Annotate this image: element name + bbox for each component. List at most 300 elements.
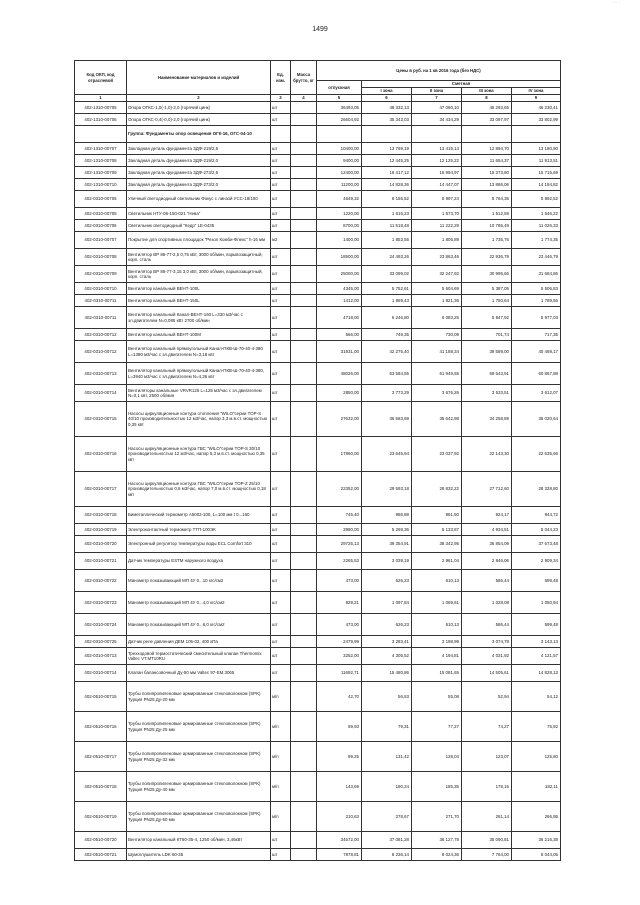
row-zone3-price: 52,94 [462,682,512,712]
row-code: 402-0310-00706 [75,220,127,232]
column-number: 3 [271,95,291,102]
row-name: Трубы полипропиленовые армированные стекловолокном (SPK) Турция PN25 Ду-40 мм [127,772,271,802]
row-mass [291,143,317,155]
table-row [75,167,561,179]
row-release-price: 99,25 [317,742,362,772]
row-code: 402-0310-00711 [75,307,127,329]
row-zone4-price: 14 194,82 [512,179,561,191]
row-code: 402-0310-00714 [75,665,127,682]
row-mass [291,232,317,249]
row-code: 402-1310-00706 [75,114,127,126]
row-zone4-price: 1 050,94 [512,592,561,614]
row-zone3-price: 12 894,70 [462,143,512,155]
row-release-price: 473,00 [317,570,362,592]
row-mass [291,307,317,329]
row-zone4-price: 4 121,57 [512,648,561,665]
row-zone3-price: 33 097,97 [462,114,512,126]
row-name: Закладная деталь фундамента ЗДФ-219/2,0 [127,155,271,167]
row-release-price: 26604,92 [317,114,362,126]
row-zone2-price: 1 573,70 [412,208,462,220]
row-zone1-price: 56,53 [362,682,412,712]
row-name: Закладная деталь фундамента ЗДФ-219/2,5 [127,143,271,155]
row-zone2-price: 3 676,26 [412,385,462,402]
table-row [75,472,561,507]
row-zone4-price: 40 469,17 [512,341,561,363]
row-zone1-price: 37 081,28 [362,832,412,849]
row-zone2-price: 730,09 [412,329,462,341]
row-release-price: 10400,00 [317,143,362,155]
row-zone1-price: 63 584,55 [362,363,412,385]
row-zone1-price: 626,23 [362,570,412,592]
row-unit: шт [271,307,291,329]
row-zone3-price: 4 031,92 [462,648,512,665]
row-release-price: 9400,00 [317,155,362,167]
row-zone3-price: 2 846,06 [462,553,512,570]
row-zone2-price: 32 247,92 [412,266,462,283]
row-release-price: 31931,00 [317,341,362,363]
row-zone3-price: 59 543,91 [462,363,512,385]
row-name: Группа: Фундаменты опор освещения ОГК-16, ОГС-04-10 [127,126,271,143]
row-code: 402-0510-00718 [75,772,127,802]
row-zone4-price: 717,35 [512,329,561,341]
row-zone1-price: 6 246,80 [362,307,412,329]
table-row [75,266,561,283]
row-name: Клапан балансовочный Ду-50 мм Valtec 97-ЕМ.3065 [127,665,271,682]
row-release-price: 473,00 [317,614,362,636]
row-code: 402-1310-00705 [75,102,127,114]
row-unit: шт [271,143,291,155]
row-zone3-price: 13 886,06 [462,179,512,191]
row-zone2-price: 8 024,36 [412,849,462,861]
row-unit: шт [271,849,291,861]
row-zone3-price: 39 589,00 [462,341,512,363]
row-zone3-price: 586,44 [462,614,512,636]
row-release-price: 4649,32 [317,191,362,208]
row-code: 402-1310-00710 [75,179,127,191]
row-zone4-price: 11 026,33 [512,220,561,232]
row-unit: шт [271,179,291,191]
row-release-price: 59,93 [317,712,362,742]
row-name: Закладная деталь фундамента ЗДФ-273/2,5 [127,167,271,179]
row-zone1-price [362,126,412,143]
table-row [75,665,561,682]
row-zone3-price: 34 258,89 [462,402,512,437]
table-row [75,143,561,155]
column-number: 2 [127,95,271,102]
row-zone3-price: 178,15 [462,772,512,802]
row-zone1-price: 626,23 [362,614,412,636]
row-zone2-price: 2 961,04 [412,553,462,570]
row-zone2-price: 271,70 [412,802,462,832]
row-name: Вентилятор канальный прямоугольный Канал-ПКВ-Ш-70-40-4-380, L=3940 м3/час с эл.двигателем N=4,36 квт [127,363,271,385]
row-mass [291,102,317,114]
row-code: 402-0510-00721 [75,849,127,861]
row-zone3-price: 1 028,08 [462,592,512,614]
row-zone4-price [512,126,561,143]
row-unit: шт [271,507,291,524]
row-zone3-price: 1 735,76 [462,232,512,249]
row-zone3-price: 27 712,60 [462,472,512,507]
row-zone2-price: 14 447,07 [412,179,462,191]
row-zone4-price: 23 446,79 [512,249,561,266]
row-mass [291,553,317,570]
row-zone4-price: 5 977,03 [512,307,561,329]
row-zone1-price: 1 869,43 [362,295,412,307]
table-row [75,772,561,802]
row-unit: м/п [271,772,291,802]
row-code: 402-0310-00707 [75,232,127,249]
header-zone-2: II зона [412,88,462,95]
row-zone4-price: 28 328,80 [512,472,561,507]
header-estimate: Сметная [362,81,561,88]
row-mass [291,524,317,536]
row-zone3-price: 45 293,65 [462,102,512,114]
row-unit: шт [271,614,291,636]
row-zone2-price: 36 127,78 [412,832,462,849]
row-zone1-price: 12 445,25 [362,155,412,167]
row-unit: м/п [271,682,291,712]
row-name: Электронный регулятор температуры воды ECL Comfort 310 [127,536,271,553]
row-mass [291,592,317,614]
row-mass [291,363,317,385]
table-row [75,307,561,329]
row-zone2-price: 28 832,22 [412,472,462,507]
row-mass [291,329,317,341]
header-zone-3: III зона [462,88,512,95]
row-unit: шт [271,832,291,849]
table-row [75,648,561,665]
row-code: 402-0510-00716 [75,712,127,742]
header-name: Наименование материалов и изделий [127,61,271,95]
row-mass [291,472,317,507]
row-code: 402-0310-00719 [75,524,127,536]
table-row [75,507,561,524]
column-number: 8 [462,95,512,102]
table-row [75,363,561,385]
header-zone-4: IV зона [512,88,561,95]
corner-mark: · · · [612,0,620,6]
row-unit: шт [271,437,291,472]
row-zone4-price: 1 774,35 [512,232,561,249]
table-row [75,570,561,592]
row-name: Датчик реле давления ДЕМ 105-02, 400 кПа [127,636,271,648]
table-row [75,402,561,437]
row-zone2-price: 610,13 [412,614,462,636]
row-release-price: 2479,99 [317,636,362,648]
row-code: 402-0310-00709 [75,266,127,283]
row-zone3-price: 74,27 [462,712,512,742]
row-release-price: 4718,00 [317,307,362,329]
row-release-price: 3252,00 [317,648,362,665]
row-zone3-price: 1 750,64 [462,295,512,307]
row-name: Трубы полипропиленовые армированные стекловолокном (SPK) Турция PN25 Ду-50 мм [127,802,271,832]
row-zone2-price: 15 081,65 [412,665,462,682]
row-zone4-price: 33 802,99 [512,114,561,126]
row-release-price: 29725,13 [317,536,362,553]
row-unit: м/п [271,802,291,832]
row-zone2-price: 6 083,25 [412,307,462,329]
row-mass [291,802,317,832]
row-zone4-price: 5 044,23 [512,524,561,536]
row-zone1-price: 15 480,86 [362,665,412,682]
row-zone4-price: 35 020,64 [512,402,561,437]
page-number: 1499 [312,26,328,33]
row-unit: шт [271,283,291,295]
row-zone1-price: 48 332,13 [362,102,412,114]
row-release-price: 18500,00 [317,249,362,266]
row-code: 402-1310-00709 [75,167,127,179]
row-zone3-price: 30 995,66 [462,266,512,283]
header-mass: Масса брутто, кг [291,61,317,95]
table-row [75,220,561,232]
row-mass [291,283,317,295]
row-zone3-price: 924,17 [462,507,512,524]
row-zone2-price: 4 194,81 [412,648,462,665]
row-code: 402-0310-00717 [75,472,127,507]
row-name: Шумоглушитель LDK 60-35 [127,849,271,861]
row-unit: шт [271,648,291,665]
row-release-price: 25000,00 [317,266,362,283]
row-mass [291,570,317,592]
row-release-price: 2265,53 [317,553,362,570]
row-zone2-price: 961,50 [412,507,462,524]
row-code: 402-0310-00708 [75,249,127,266]
row-zone1-price: 35 343,03 [362,114,412,126]
row-name: Вентилятор канальный ВЕНТ-100М [127,329,271,341]
row-mass [291,682,317,712]
row-zone2-price: 55,08 [412,682,462,712]
row-name: Насосы циркуляционные контура отопления "WILO"серии TOP-S 40/10 производительностью 12 м3/час, напор 3,3 м.в.ст. мощностью 0,35 квт [127,402,271,437]
row-zone4-price: 36 216,38 [512,832,561,849]
row-release-price: 210,63 [317,802,362,832]
row-name: Вентилятор ВР 86-77-3,15 3,0 кВт, 3000 об/мин, взрывозащитный, корп. сталь [127,266,271,283]
row-unit: м/п [271,742,291,772]
row-zone4-price: 1 789,56 [512,295,561,307]
row-zone1-price: 79,31 [362,712,412,742]
row-mass [291,832,317,849]
row-mass [291,402,317,437]
row-zone2-price: 47 060,10 [412,102,462,114]
row-zone3-price: 22 936,79 [462,249,512,266]
row-zone1-price: 13 769,19 [362,143,412,155]
row-zone3-price: 14 505,61 [462,665,512,682]
row-unit: шт [271,220,291,232]
row-name: Вентилятор канальный ВЕНТ-100L [127,283,271,295]
table-row [75,126,561,143]
row-zone3-price: 3 074,78 [462,636,512,648]
table-row [75,232,561,249]
row-zone2-price: 128,04 [412,742,462,772]
row-zone3-price: 15 373,80 [462,167,512,179]
row-zone2-price: 185,35 [412,772,462,802]
row-code: 402-1310-00707 [75,143,127,155]
row-zone2-price: 34 434,29 [412,114,462,126]
row-mass [291,742,317,772]
row-unit [271,126,291,143]
row-release-price: 36493,05 [317,102,362,114]
row-release-price: 1412,00 [317,295,362,307]
row-zone4-price: 1 546,22 [512,208,561,220]
row-zone1-price: 278,67 [362,802,412,832]
row-zone4-price: 15 715,69 [512,167,561,179]
row-zone1-price: 42 275,40 [362,341,412,363]
row-zone4-price: 944,72 [512,507,561,524]
row-release-price: 12400,00 [317,167,362,179]
row-unit: шт [271,636,291,648]
row-code: 402-0310-00723 [75,592,127,614]
row-release-price: 4345,00 [317,283,362,295]
table-row [75,249,561,266]
row-zone2-price: 5 133,87 [412,524,462,536]
row-mass [291,614,317,636]
row-zone3-price: 22 143,30 [462,437,512,472]
row-release-price [317,126,362,143]
row-zone3-price: 261,14 [462,802,512,832]
row-name: Закладная деталь фундамента ЗДФ-273/2,0 [127,179,271,191]
row-zone2-price: 610,13 [412,570,462,592]
row-zone3-price: 10 786,49 [462,220,512,232]
row-mass [291,341,317,363]
row-name: Биметаллический термометр А5002-100, L=100 мм t 0...160 [127,507,271,524]
row-mass [291,507,317,524]
row-zone4-price: 2 909,34 [512,553,561,570]
row-name: Опора ОГКС-1,0(-1,0)-2,0 (горячий цинк) [127,102,271,114]
row-zone2-price [412,126,462,143]
row-mass [291,295,317,307]
row-zone3-price: 7 764,00 [462,849,512,861]
row-mass [291,772,317,802]
table-body [75,102,561,861]
row-unit: шт [271,102,291,114]
table-row [75,524,561,536]
row-zone3-price: 5 764,35 [462,191,512,208]
row-zone1-price: 39 354,91 [362,536,412,553]
table-row [75,329,561,341]
row-zone1-price: 1 097,84 [362,592,412,614]
row-zone3-price: 35 090,81 [462,832,512,849]
row-unit: шт [271,665,291,682]
row-zone4-price: 14 828,13 [512,665,561,682]
column-number: 5 [317,95,362,102]
table-row [75,155,561,167]
row-name: Вентилятор канальный ВЕНТ-150L [127,295,271,307]
row-zone4-price: 3 143,13 [512,636,561,648]
row-zone1-price: 1 853,55 [362,232,412,249]
row-zone2-price: 1 821,36 [412,295,462,307]
row-zone4-price: 22 635,66 [512,437,561,472]
row-name: Уличный светодиодный светильник Фокус с линзой УСС-18/100 [127,191,271,208]
row-unit: шт [271,363,291,385]
row-mass [291,636,317,648]
row-zone1-price: 131,42 [362,742,412,772]
row-zone4-price: 599,48 [512,614,561,636]
row-name: Вентилятор ВР 86-77-2,5 0,75 кВт, 3000 об/мин, взрывозащитный, корп. сталь [127,249,271,266]
row-zone1-price: 986,88 [362,507,412,524]
row-zone3-price: 5 847,92 [462,307,512,329]
row-code: 402-0310-00720 [75,536,127,553]
row-code: 402-0310-00711 [75,295,127,307]
row-unit: шт [271,402,291,437]
row-mass [291,114,317,126]
table-row [75,712,561,742]
column-number: 4 [291,95,317,102]
row-zone2-price: 1 805,89 [412,232,462,249]
row-zone4-price: 125,80 [512,742,561,772]
row-unit: шт [271,114,291,126]
row-zone4-price: 3 612,07 [512,385,561,402]
row-zone4-price: 46 230,41 [512,102,561,114]
row-zone4-price: 31 684,86 [512,266,561,283]
price-table [74,60,561,861]
row-name: Вентилятор канальный прямоугольный Канал-ПКВ-Ш-70-40-4-380 L=1390 м3/час с эл.двигателем N=3,18 квт [127,341,271,363]
row-release-price: 2850,00 [317,385,362,402]
row-name: Насосы циркуляционные контура ГВС "WILO"серии TOP-Z 25/10 производительностью 0,6 м3/час, напор 7,0 м.в.ст. мощностью 0,18 квт [127,472,271,507]
row-zone3-price [462,126,512,143]
row-code: 402-0310-00715 [75,402,127,437]
table-row [75,102,561,114]
row-release-price: 34572,00 [317,832,362,849]
row-mass [291,126,317,143]
row-code: 402-0310-00705 [75,191,127,208]
row-mass [291,849,317,861]
row-zone3-price: 4 934,51 [462,524,512,536]
header-unit: Ед. изм. [271,61,291,95]
row-zone1-price: 3 283,41 [362,636,412,648]
row-zone2-price: 23 037,92 [412,437,462,472]
row-name: Манометр показывающий МП 4У 0...4,0 кгс/см2 [127,592,271,614]
row-release-price: 17860,00 [317,437,362,472]
row-zone3-price: 3 533,51 [462,385,512,402]
row-name: Датчик температуры ESTM наружного воздуха [127,553,271,570]
column-number: 9 [512,95,561,102]
row-mass [291,191,317,208]
row-zone1-price: 14 828,36 [362,179,412,191]
row-release-price: 8700,00 [317,220,362,232]
row-zone4-price: 5 506,83 [512,283,561,295]
row-zone4-price: 11 913,51 [512,155,561,167]
row-zone1-price: 3 039,19 [362,553,412,570]
row-zone3-price: 701,74 [462,329,512,341]
row-mass [291,167,317,179]
row-mass [291,712,317,742]
row-code: 402-0310-00724 [75,614,127,636]
row-zone4-price: 75,92 [512,712,561,742]
row-zone2-price: 5 997,24 [412,191,462,208]
row-zone1-price: 24 493,26 [362,249,412,266]
row-zone2-price: 5 604,69 [412,283,462,295]
row-name: Опора ОГКС-0,4(-0,0)-2,0 (горячий цинк) [127,114,271,126]
table-row [75,592,561,614]
row-zone1-price: 190,24 [362,772,412,802]
table-row [75,849,561,861]
row-mass [291,266,317,283]
row-name: Трехходовой термостатический смесительный клапан Thermomix Valtec VT.MT10RU [127,648,271,665]
row-unit: шт [271,167,291,179]
row-unit: шт [271,295,291,307]
row-name: Манометр показывающий МП 4У 0...10 кгс/см2 [127,570,271,592]
row-zone3-price: 1 512,59 [462,208,512,220]
row-release-price: 27632,00 [317,402,362,437]
row-release-price: 11692,71 [317,665,362,682]
row-name: Вентилятор канальный КТ60-35-4, 1250 об/мин, 3,46кВт [127,832,271,849]
row-unit: шт [271,191,291,208]
row-mass [291,385,317,402]
row-release-price: 22352,00 [317,472,362,507]
row-zone1-price: 16 417,12 [362,167,412,179]
row-name: Насосы циркуляционные контура ГВС "WILO"серии TOP-S 30/10 производительностью 12 м3/час, напор 5,3 м.в.ст. мощностью 0,35 квт [127,437,271,472]
row-zone1-price: 1 615,23 [362,208,412,220]
table-row [75,295,561,307]
